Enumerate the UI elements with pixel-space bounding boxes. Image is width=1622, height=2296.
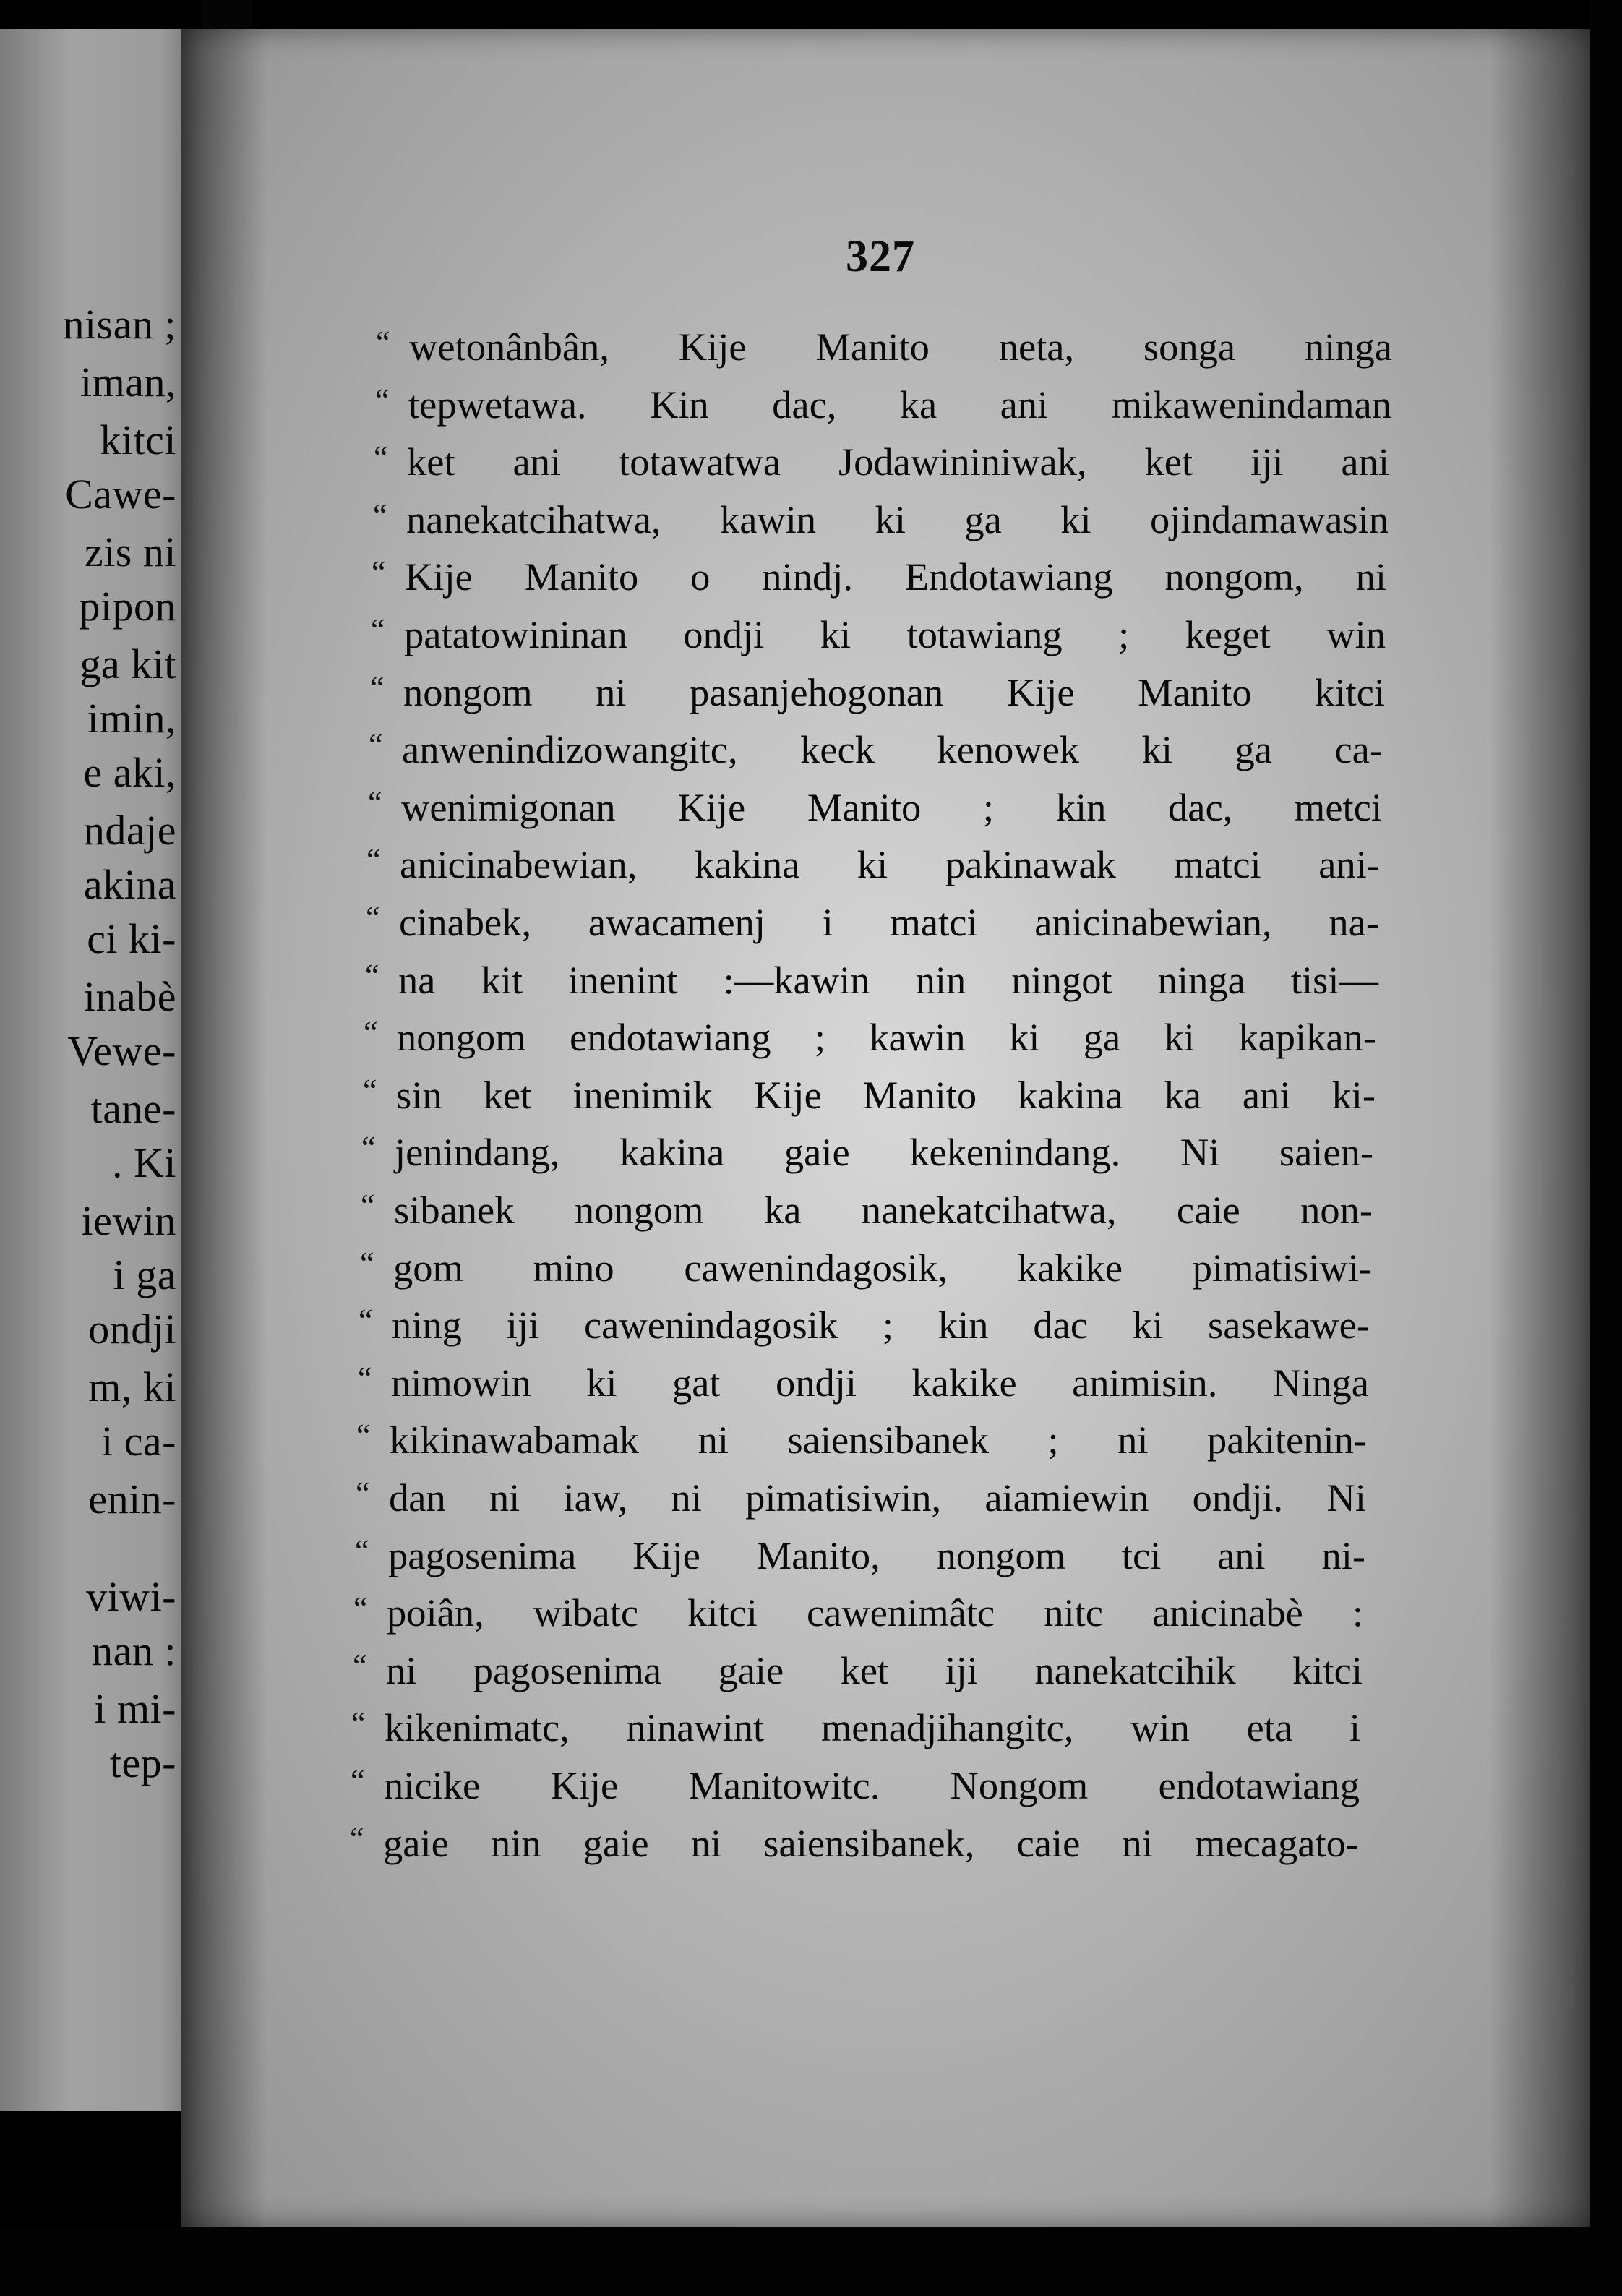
- quotation-mark: “: [356, 1418, 371, 1454]
- quotation-mark: “: [369, 727, 383, 763]
- left-page-line: inabè: [83, 973, 176, 1020]
- quotation-mark: “: [355, 1533, 369, 1569]
- left-page-line: m, ki: [88, 1363, 176, 1410]
- left-page-line: i ca-: [101, 1418, 176, 1465]
- line-text: nanekatcihatwa, kawin ki ga ki ojindamawasin: [406, 497, 1389, 541]
- line-text: ning iji cawenindagosik ; kin dac ki sasekawe-: [392, 1303, 1370, 1348]
- quotation-mark: “: [360, 1245, 374, 1281]
- left-page-line: tep-: [109, 1739, 176, 1786]
- line-text: ni pagosenima gaie ket iji nanekatcihik kitci: [386, 1648, 1363, 1692]
- left-page-line: viwi-: [86, 1573, 176, 1620]
- text-line: [366, 836, 1380, 894]
- left-page-line: . Ki: [112, 1139, 176, 1186]
- quotation-mark: “: [368, 784, 382, 821]
- text-line: [351, 1699, 1360, 1757]
- text-line: [353, 1642, 1363, 1700]
- line-text: jenindang, kakina gaie kekenindang. Ni saien-: [395, 1130, 1373, 1175]
- text-line: [368, 779, 1382, 836]
- quotation-mark: “: [374, 440, 388, 476]
- text-line: [374, 433, 1389, 491]
- quotation-mark: “: [372, 554, 386, 591]
- text-line: [358, 1354, 1369, 1412]
- left-page-line: iewin: [81, 1197, 176, 1244]
- left-page-line: e aki,: [83, 749, 176, 796]
- line-text: nongom ni pasanjehogonan Kije Manito kitci: [403, 669, 1385, 714]
- text-line: [376, 318, 1392, 376]
- left-page-line: nisan ;: [63, 301, 176, 348]
- line-text: nimowin ki gat ondji kakike animisin. Ninga: [391, 1360, 1369, 1405]
- line-text: wenimigonan Kije Manito ; kin dac, metci: [401, 784, 1382, 829]
- text-line: [356, 1411, 1367, 1469]
- left-page-line: Vewe-: [67, 1027, 176, 1074]
- text-line: [359, 1296, 1370, 1354]
- text-line: [351, 1757, 1360, 1815]
- left-page-line: tane-: [90, 1085, 176, 1132]
- quotation-mark: “: [351, 1763, 365, 1799]
- text-line: [361, 1181, 1373, 1239]
- line-text: anwenindizowangitc, keck kenowek ki ga ca-: [402, 727, 1383, 772]
- quotation-mark: “: [351, 1705, 366, 1742]
- quotation-mark: “: [361, 1188, 375, 1223]
- text-line: [350, 1815, 1359, 1872]
- quotation-mark: “: [371, 612, 385, 648]
- left-page-line: i ga: [113, 1251, 176, 1298]
- text-line: [363, 1066, 1376, 1124]
- line-text: dan ni iaw, ni pimatisiwin, aiamiewin ondji. Ni: [389, 1475, 1366, 1520]
- quotation-mark: “: [366, 842, 381, 878]
- line-text: sibanek nongom ka nanekatcihatwa, caie non-: [394, 1188, 1373, 1232]
- left-page-line: ga kit: [80, 641, 176, 687]
- line-text: tepwetawa. Kin dac, ka ani mikawenindaman: [408, 382, 1391, 427]
- text-line: [370, 664, 1385, 721]
- left-page-line: zis ni: [84, 528, 176, 575]
- left-page-line: i mi-: [94, 1685, 176, 1732]
- quotation-mark: “: [375, 382, 390, 418]
- quotation-mark: “: [370, 669, 385, 706]
- line-text: sin ket inenimik Kije Manito kakina ka ani ki-: [396, 1072, 1376, 1117]
- quotation-mark: “: [373, 497, 387, 533]
- line-text: anicinabewian, kakina ki pakinawak matci ani-: [400, 842, 1380, 887]
- line-text: ket ani totawatwa Jodawininiwak, ket iji ani: [407, 440, 1389, 484]
- text-line: [366, 894, 1379, 951]
- line-text: cinabek, awacamenj i matci anicinabewian, na-: [399, 900, 1379, 944]
- left-page-line: nan :: [92, 1627, 176, 1674]
- page-shadow-left: [181, 29, 267, 2227]
- line-text: poiân, wibatc kitci cawenimâtc nitc anicinabè :: [387, 1590, 1363, 1635]
- left-page-line: pipon: [79, 583, 176, 630]
- text-line: [369, 721, 1383, 779]
- quotation-mark: “: [363, 1072, 377, 1108]
- line-text: kikinawabamak ni saiensibanek ; ni pakitenin-: [390, 1418, 1367, 1462]
- quotation-mark: “: [356, 1475, 370, 1511]
- text-line: [353, 1584, 1363, 1642]
- left-page-line: enin-: [88, 1475, 176, 1522]
- scan-border-right: [1590, 0, 1622, 2296]
- left-page-line: ci ki-: [87, 915, 176, 962]
- page-number: 327: [846, 232, 915, 281]
- left-page-line: ondji: [88, 1306, 176, 1353]
- line-text: Kije Manito o nindj. Endotawiang nongom, ni: [405, 554, 1386, 599]
- line-text: kikenimatc, ninawint menadjihangitc, win eta i: [385, 1705, 1360, 1750]
- text-line: [355, 1527, 1365, 1585]
- line-text: pagosenima Kije Manito, nongom tci ani ni-: [388, 1533, 1365, 1577]
- left-page-line: Cawe-: [65, 471, 176, 518]
- quotation-mark: “: [366, 900, 380, 935]
- quotation-mark: “: [361, 1130, 376, 1166]
- scan-border-bottom: [0, 2227, 1622, 2296]
- quotation-mark: “: [364, 1015, 378, 1051]
- quotation-mark: “: [358, 1360, 372, 1396]
- quotation-mark: “: [350, 1820, 364, 1856]
- line-text: nicike Kije Manitowitc. Nongom endotawiang: [384, 1763, 1360, 1807]
- line-text: gaie nin gaie ni saiensibanek, caie ni mecagato-: [383, 1820, 1359, 1865]
- text-line: [372, 548, 1386, 606]
- text-line: [365, 951, 1378, 1009]
- left-page-line: ndaje: [83, 807, 176, 854]
- quotation-mark: “: [353, 1648, 367, 1684]
- line-text: na kit inenint :—kawin nin ningot ninga tisi—: [398, 957, 1378, 1002]
- text-line: [364, 1008, 1376, 1066]
- line-text: gom mino cawenindagosik, kakike pimatisiwi-: [393, 1245, 1372, 1290]
- quotation-mark: “: [359, 1303, 373, 1339]
- quotation-mark: “: [365, 957, 379, 993]
- left-page-line: iman,: [80, 359, 176, 406]
- line-text: patatowininan ondji ki totawiang ; keget win: [404, 612, 1386, 656]
- quotation-mark: “: [353, 1590, 368, 1627]
- left-page-line: akina: [83, 861, 176, 908]
- page-shadow-right: [1489, 29, 1597, 2227]
- left-page-line: kitci: [100, 416, 176, 463]
- line-text: wetonânbân, Kije Manito neta, songa ninga: [409, 325, 1392, 369]
- line-text: nongom endotawiang ; kawin ki ga ki kapikan-: [397, 1015, 1376, 1060]
- text-line: [371, 606, 1386, 664]
- text-line: [360, 1239, 1372, 1297]
- text-line: [375, 376, 1391, 434]
- text-line: [361, 1123, 1373, 1181]
- text-line: [356, 1469, 1366, 1527]
- previous-page-fragment: [0, 29, 203, 2111]
- text-line: [373, 491, 1389, 549]
- left-page-line: imin,: [87, 695, 176, 742]
- quotation-mark: “: [376, 325, 390, 360]
